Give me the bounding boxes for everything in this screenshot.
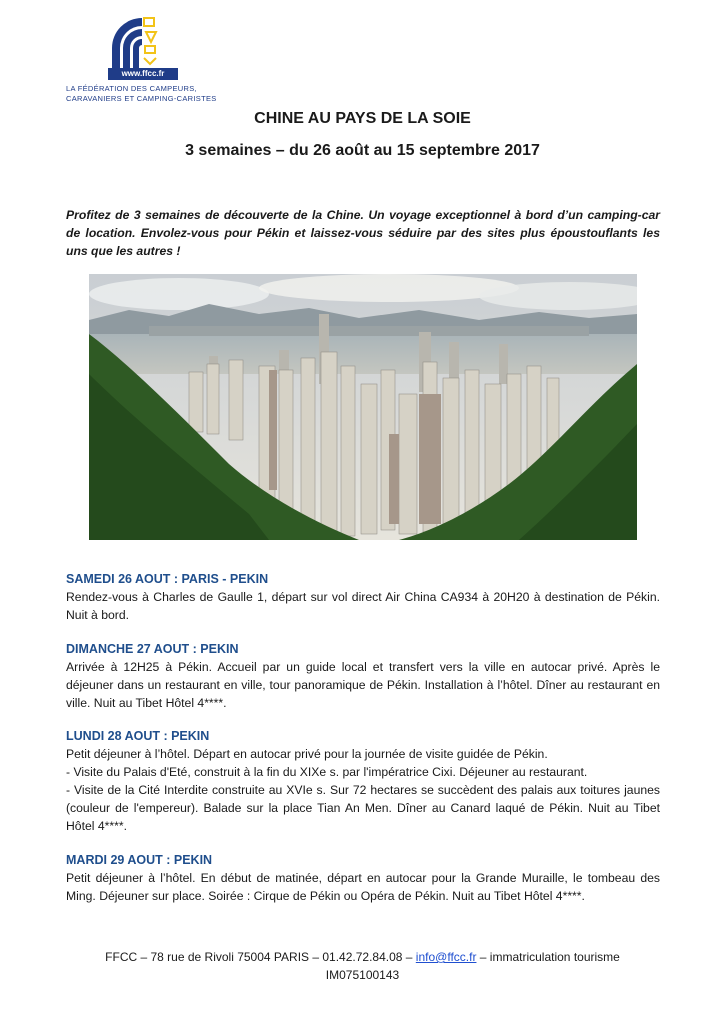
day-text: Petit déjeuner à l’hôtel. En début de matinée, départ en autocar pour la Grande Muraille, le tombeau des Ming. Déjeuner sur place. Soirée : Cirque de Pékin ou Opéra de Pékin. Nuit au Tibet Hôtel 4****.: [66, 871, 660, 903]
footer: [0, 948, 725, 984]
ffcc-logo: [66, 14, 216, 104]
logo-tagline-1: LA FÉDÉRATION DES CAMPEURS,: [66, 84, 197, 93]
day-section-3: [66, 727, 660, 835]
day-text: Petit déjeuner à l’hôtel. Départ en autocar privé pour la journée de visite guidée de Pékin.: [66, 747, 548, 761]
page-subtitle: 3 semaines – du 26 août au 15 septembre 2017: [185, 142, 540, 159]
day-text: Rendez-vous à Charles de Gaulle 1, départ sur vol direct Air China CA934 à 20H20 à destination de Pékin. Nuit à bord.: [66, 590, 660, 622]
ffcc-emblem-icon: [106, 14, 166, 70]
footer-registration-number: IM075100143: [325, 968, 400, 982]
footer-email-link[interactable]: info@ffcc.fr: [415, 950, 477, 964]
intro-paragraph: Profitez de 3 semaines de découverte de la Chine. Un voyage exceptionnel à bord d’un camping-car de location. Envolez-vous pour Pékin et laissez-vous séduire par des sites plus époustouflants les uns que les autres !: [66, 208, 660, 258]
page-title: CHINE AU PAYS DE LA SOIE: [254, 110, 471, 127]
day-heading: SAMEDI 26 AOUT : PARIS - PEKIN: [66, 572, 269, 586]
day-text: Arrivée à 12H25 à Pékin. Accueil par un guide local et transfert vers la ville en autocar privé. Après le déjeuner dans un restaurant en ville, tour panoramique de Pékin. Installation à l’hôtel. Dîner au restaurant en ville. Nuit au Tibet Hôtel 4****.: [66, 660, 660, 710]
footer-registration-label: – immatriculation tourisme: [476, 950, 620, 964]
footer-contact-line: [0, 948, 725, 966]
day-section-2: [66, 640, 660, 712]
day-text: - Visite du Palais d'Eté, construit à la fin du XIXe s. par l'impératrice Cixi. Déjeuner au restaurant.: [66, 765, 588, 779]
day-heading: MARDI 29 AOUT : PEKIN: [66, 853, 213, 867]
day-heading: LUNDI 28 AOUT : PEKIN: [66, 729, 210, 743]
logo-tagline-2: CARAVANIERS ET CAMPING-CARISTES: [66, 94, 217, 103]
day-heading: DIMANCHE 27 AOUT : PEKIN: [66, 642, 239, 656]
day-text: - Visite de la Cité Interdite construite au XVIe s. Sur 72 hectares se succèdent des palais aux toitures jaunes (couleur de l'empereur). Balade sur la place Tian An Men. Dîner au Canard laqué de Pékin. Nuit au Tibet Hôtel 4****.: [66, 783, 660, 833]
day-section-1: [66, 570, 660, 624]
footer-address: FFCC – 78 rue de Rivoli 75004 PARIS – 01.42.72.84.08 –: [105, 950, 416, 964]
day-section-4: [66, 851, 660, 905]
logo-url: www.ffcc.fr: [108, 68, 178, 80]
city-skyline-photo: [89, 274, 637, 540]
